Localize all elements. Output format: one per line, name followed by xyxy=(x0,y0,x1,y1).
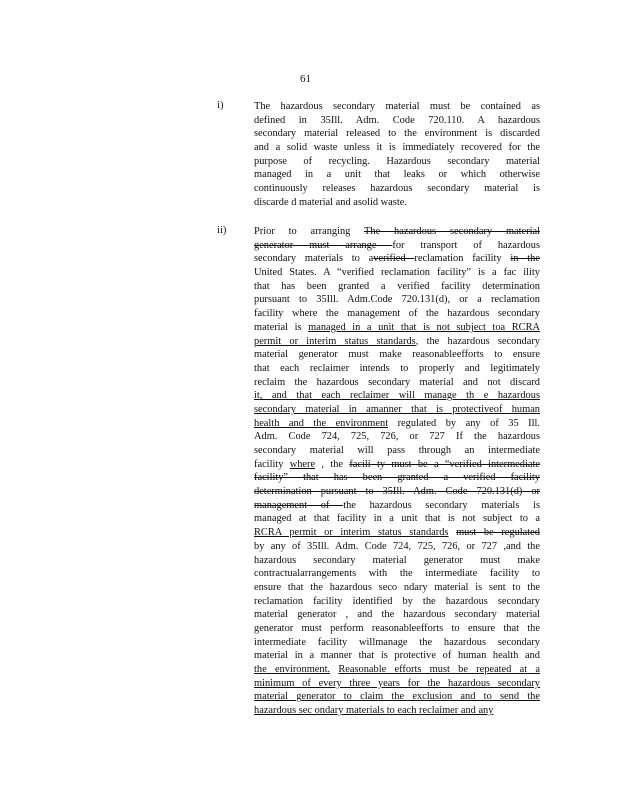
text-line xyxy=(254,225,540,239)
struck-text: must be regulated xyxy=(456,527,540,539)
text-line xyxy=(254,182,540,196)
text-segment: The hazardous secondary material must be contained as xyxy=(254,101,540,112)
text-segment: facility xyxy=(254,458,290,470)
text-line xyxy=(254,471,540,485)
inserted-text: minimum of every three years for the hazardous secondary xyxy=(254,677,540,689)
paragraph-i xyxy=(254,100,540,210)
text-segment: reclaim the hazardous secondary material and not discard xyxy=(254,376,540,388)
text-line xyxy=(254,155,540,169)
text-line xyxy=(254,499,540,513)
text-segment: material generator , and the hazardous secondary material xyxy=(254,609,540,621)
text-line xyxy=(254,239,540,253)
struck-text: management of xyxy=(254,499,344,511)
text-line xyxy=(254,362,540,376)
text-line xyxy=(254,526,540,540)
text-segment: United States. A “verified reclamation facility” is a fac ility xyxy=(254,267,540,279)
text-segment: reclamation facility xyxy=(414,253,511,265)
text-line xyxy=(254,649,540,663)
text-segment: Adm. Code 724, 725, 726, or 727 If the hazardous xyxy=(254,431,540,443)
text-segment: purpose of recycling. Hazardous secondary material xyxy=(254,155,540,167)
text-segment: contractualarrangements with the intermediate facility to xyxy=(254,568,540,580)
text-segment: secondary materials to a xyxy=(254,253,374,265)
text-line xyxy=(254,485,540,499)
struck-text: facili ty must be a “verified intermediate xyxy=(349,458,540,470)
text-line xyxy=(254,690,540,704)
text-line xyxy=(254,444,540,458)
struck-text: in the xyxy=(510,253,540,265)
text-line xyxy=(254,100,540,114)
text-segment: intermediate facility willmanage the hazardous secondary xyxy=(254,636,540,648)
text-segment: for transport of hazardous xyxy=(392,239,540,251)
inserted-text: the environment. xyxy=(254,664,331,675)
text-line xyxy=(254,417,540,431)
struck-text: The hazardous secondary material xyxy=(364,226,540,237)
text-segment: discarde d material and asolid waste. xyxy=(254,196,407,208)
text-segment: facility where the management of the hazardous secondary xyxy=(254,308,540,320)
inserted-text: Reasonable efforts must be repeated at a xyxy=(338,664,540,675)
text-line xyxy=(254,608,540,622)
text-line xyxy=(254,168,540,182)
text-line xyxy=(254,280,540,294)
text-segment xyxy=(448,527,456,538)
inserted-text: secondary material in amanner that is protectiveof human xyxy=(254,403,540,415)
inserted-text: managed in a unit that is not subject toa RCRA xyxy=(308,321,540,333)
text-line xyxy=(254,458,540,472)
text-line xyxy=(254,252,540,266)
text-segment: the hazardous secondary materials is xyxy=(343,499,540,511)
text-segment: continuously releases hazardous secondary material is xyxy=(254,183,540,195)
text-line xyxy=(254,430,540,444)
text-segment: hazardous secondary material generator must make xyxy=(254,554,540,566)
text-line xyxy=(254,704,540,718)
text-segment: material generator must make reasonableefforts to ensure xyxy=(254,349,540,361)
text-segment: ensure that the hazardous seco ndary material is sent to the xyxy=(254,581,540,593)
inserted-text: it, and that each reclaimer will manage th e hazardous xyxy=(254,390,540,402)
struck-text: verified xyxy=(373,253,415,265)
paragraph-ii xyxy=(254,225,540,718)
text-line xyxy=(254,554,540,568)
text-segment: managed in a unit that leaks or which otherwise xyxy=(254,169,540,181)
inserted-text: health and the environment xyxy=(254,417,389,429)
text-line xyxy=(254,127,540,141)
text-segment: material in a manner that is protective of human health and xyxy=(254,650,540,662)
text-line xyxy=(254,540,540,554)
inserted-text: hazardous sec ondary materials to each reclaimer and any xyxy=(254,705,494,717)
text-segment: by any of 35Ill. Adm. Code 724, 725, 726, or 727 ,and the xyxy=(254,540,540,552)
text-line xyxy=(254,293,540,307)
text-line xyxy=(254,376,540,390)
text-line xyxy=(254,663,540,677)
text-line xyxy=(254,389,540,403)
page-number: 61 xyxy=(300,73,311,85)
text-segment: secondary material released to the environment is discarded xyxy=(254,128,540,140)
text-line xyxy=(254,348,540,362)
text-segment: Prior to arranging xyxy=(254,226,365,237)
text-segment: managed at that facility in a unit that is not subject to a xyxy=(254,513,540,525)
struck-text: facility” that has been granted a verified facility xyxy=(254,472,540,484)
text-line xyxy=(254,595,540,609)
text-segment: , the xyxy=(315,458,350,470)
text-segment: pursuant to 35Ill. Adm.Code 720.131(d), or a reclamation xyxy=(254,294,540,306)
text-segment: material is xyxy=(254,321,309,333)
inserted-text: permit or interim status standards xyxy=(254,335,416,347)
text-segment: and a solid waste unless it is immediately recovered for the xyxy=(254,142,540,154)
text-line xyxy=(254,622,540,636)
item-marker-ii: ii) xyxy=(217,225,227,236)
inserted-text: material generator to claim the exclusion and to send the xyxy=(254,691,540,703)
inserted-text: RCRA permit or interim status standards xyxy=(254,527,449,539)
text-line xyxy=(254,114,540,128)
text-segment: that each reclaimer intends to properly and legitimately xyxy=(254,362,540,374)
text-segment: generator must perform reasonableefforts to ensure that the xyxy=(254,622,540,634)
text-segment: reclamation facility identified by the hazardous secondary xyxy=(254,595,540,607)
text-line xyxy=(254,335,540,349)
text-line xyxy=(254,307,540,321)
text-line xyxy=(254,266,540,280)
text-segment: , the hazardous secondary xyxy=(415,335,540,347)
text-line xyxy=(254,636,540,650)
text-line xyxy=(254,141,540,155)
text-line xyxy=(254,677,540,691)
text-segment: that has been granted a verified facility determination xyxy=(254,280,540,292)
text-segment: defined in 35Ill. Adm. Code 720.110. A hazardous xyxy=(254,114,540,126)
text-line xyxy=(254,512,540,526)
struck-text: generator must arrange xyxy=(254,239,393,251)
text-segment: secondary material will pass through an intermediate xyxy=(254,445,540,456)
text-line xyxy=(254,567,540,581)
inserted-text: where xyxy=(289,458,316,470)
text-line xyxy=(254,196,540,210)
item-marker-i: i) xyxy=(217,100,224,111)
text-line xyxy=(254,581,540,595)
struck-text: determination pursuant to 35Ill. Adm. Code 720.131(d) or xyxy=(254,486,540,498)
text-segment: regulated by any of 35 Ill. xyxy=(388,417,540,429)
text-line xyxy=(254,321,540,335)
text-line xyxy=(254,403,540,417)
